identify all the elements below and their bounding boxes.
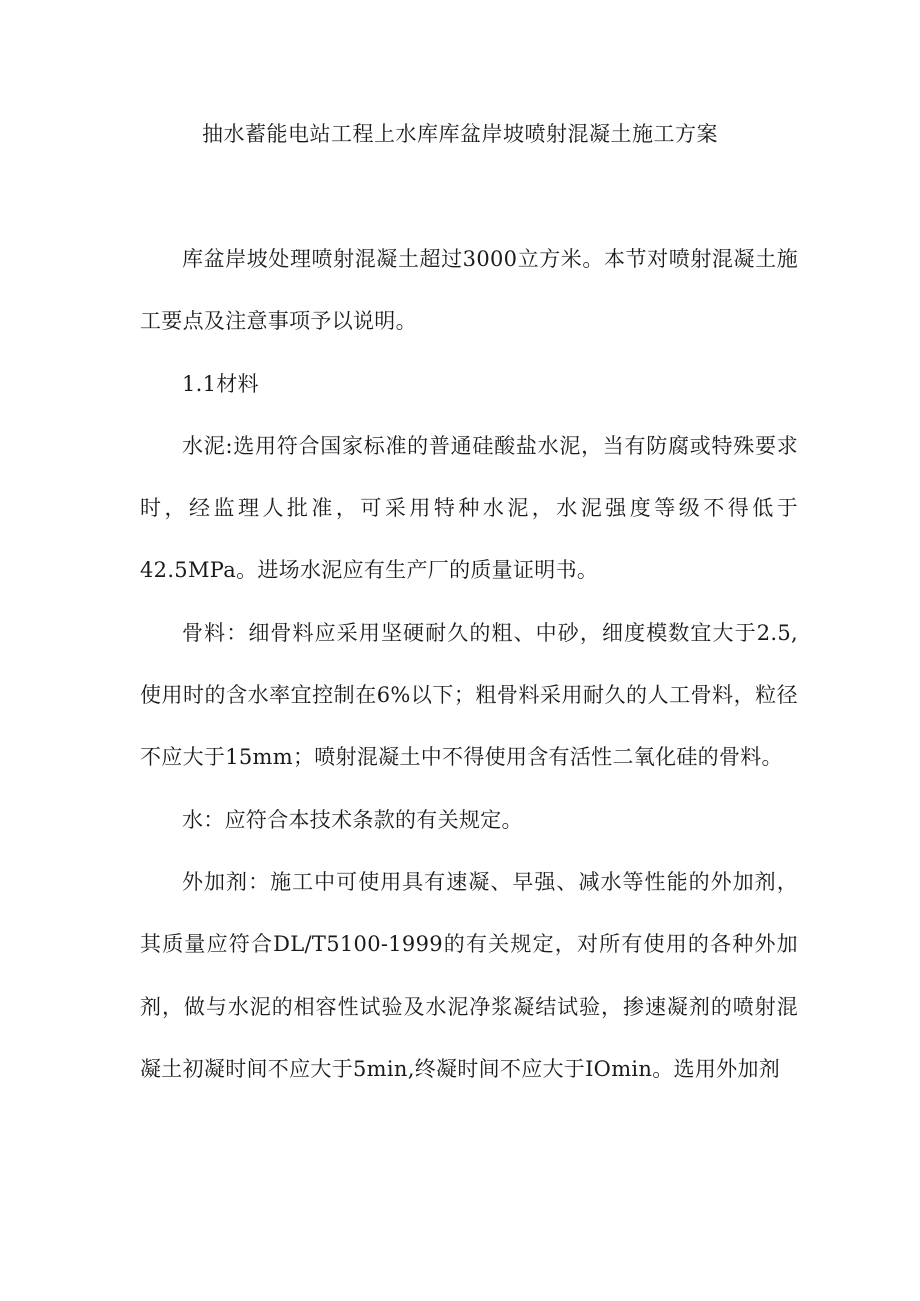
paragraph-cement: 水泥:选用符合国家标准的普通硅酸盐水泥，当有防腐或特殊要求时，经监理人批准，可采用特种水泥，水泥强度等级不得低于42.5MPa。进场水泥应有生产厂的质量证明书。 [140,433,798,583]
paragraph-intro: 库盆岸坡处理喷射混凝土超过3000立方米。本节对喷射混凝土施工要点及注意事项予以说明。 [140,247,798,334]
section-heading-materials: 1.1材料 [182,371,259,396]
document-body [140,228,798,1100]
document-title: 抽水蓄能电站工程上水库库盆岸坡喷射混凝土施工方案 [202,122,718,146]
paragraph-admixture: 外加剂：施工中可使用具有速凝、早强、减水等性能的外加剂，其质量应符合DL/T5100-1999的有关规定，对所有使用的各种外加剂，做与水泥的相容性试验及水泥净浆凝结试验，掺速凝剂的喷射混凝土初凝时间不应大于5min,终凝时间不应大于IOmin。选用外加剂 [140,869,798,1081]
paragraph-aggregate: 骨料：细骨料应采用坚硬耐久的粗、中砂，细度模数宜大于2.5,使用时的含水率宜控制在6%以下；粗骨料采用耐久的人工骨料，粒径不应大于15mm；喷射混凝土中不得使用含有活性二氧化硅的骨料。 [140,620,798,770]
paragraph-water: 水：应符合本技术条款的有关规定。 [182,807,523,832]
